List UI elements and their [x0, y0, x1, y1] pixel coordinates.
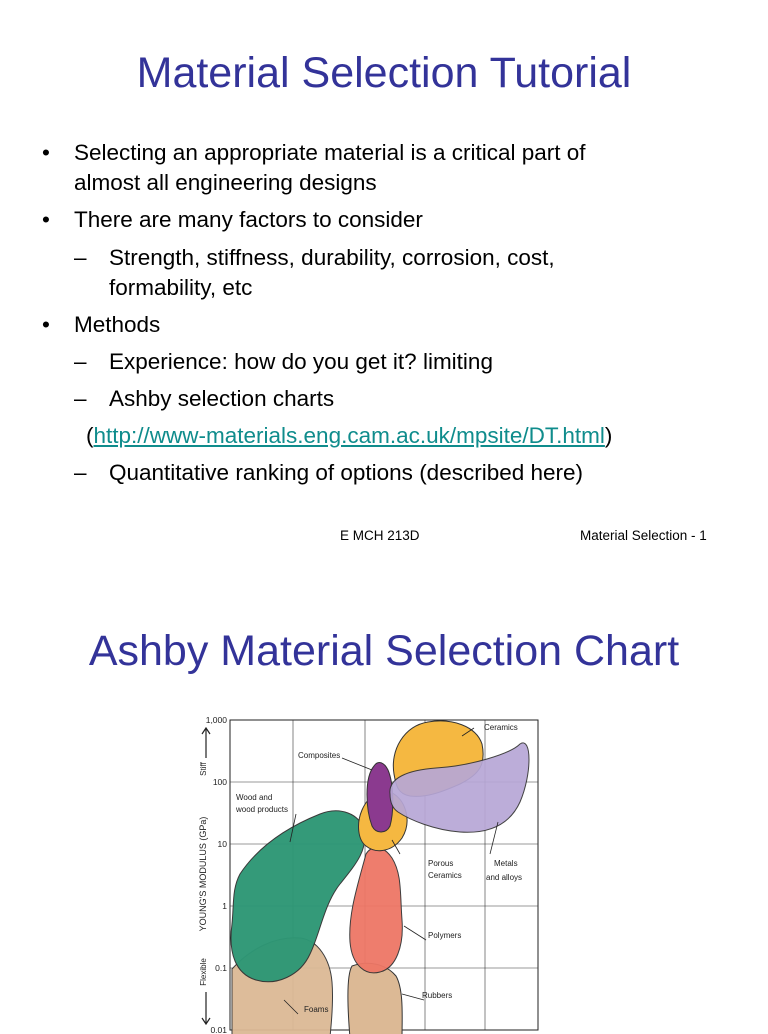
- ashby-chart: [180, 714, 550, 1034]
- sub-bullet-text: Quantitative ranking of options (described here): [109, 460, 584, 485]
- footer-course: E MCH 213D: [340, 528, 420, 543]
- flexible-label: Flexible: [199, 958, 208, 986]
- y-tick-label: 10: [217, 839, 227, 849]
- y-tick-label: 0.01: [210, 1025, 227, 1034]
- bullet-text: almost all engineering designs: [74, 170, 377, 195]
- bullet-marker: •: [42, 207, 50, 232]
- bullet-text: There are many factors to consider: [74, 207, 423, 232]
- dash-marker: –: [74, 245, 87, 270]
- url-line: [86, 421, 612, 451]
- bullet-marker: •: [42, 140, 50, 165]
- ashby-chart-link[interactable]: http://www-materials.eng.cam.ac.uk/mpsite/DT.html: [93, 423, 605, 448]
- bullet-text: Methods: [74, 312, 161, 337]
- y-tick-label: 100: [212, 777, 227, 787]
- flexible-arrow-icon: [202, 992, 210, 1024]
- label-polymers: Polymers: [428, 931, 462, 940]
- label-porous-line1: Porous: [428, 859, 454, 868]
- slide-title: Material Selection Tutorial: [136, 49, 632, 97]
- y-tick-label: 1,000: [205, 715, 227, 725]
- region-composites: [367, 763, 393, 832]
- y-tick-label: 0.1: [215, 963, 227, 973]
- footer-page-label: Material Selection - 1: [580, 528, 707, 543]
- dash-marker: –: [74, 460, 87, 485]
- label-wood-line2: wood products: [236, 805, 289, 814]
- label-porous-line2: Ceramics: [428, 871, 462, 880]
- bullet-marker: •: [42, 312, 50, 337]
- label-composites: Composites: [298, 751, 341, 760]
- sub-bullet-text: Strength, stiffness, durability, corrosion, cost,: [109, 245, 555, 270]
- sub-bullet-text: formability, etc: [109, 275, 253, 300]
- label-wood-line1: Wood and: [236, 793, 273, 802]
- label-metals-line1: Metals: [494, 859, 518, 868]
- y-axis-label: YOUNG'S MODULUS (GPa): [198, 816, 208, 932]
- stiff-label: Stiff: [199, 762, 208, 776]
- bullet-text: Selecting an appropriate material is a critical part of: [74, 140, 586, 165]
- region-rubbers: [348, 963, 402, 1034]
- url-open-paren: (: [86, 423, 94, 448]
- y-tick-labels: [206, 715, 228, 1034]
- dash-marker: –: [74, 386, 87, 411]
- slide-2: [0, 576, 768, 1034]
- label-rubbers: Rubbers: [422, 991, 453, 1000]
- label-metals-line2: and alloys: [486, 873, 523, 882]
- dash-marker: –: [74, 349, 87, 374]
- sub-bullet-text: Experience: how do you get it? limiting: [109, 349, 493, 374]
- label-foams: Foams: [304, 1005, 329, 1014]
- sub-bullet-text: Ashby selection charts: [109, 386, 335, 411]
- stiff-arrow-icon: [202, 728, 210, 758]
- y-tick-label: 1: [222, 901, 227, 911]
- slide-title: Ashby Material Selection Chart: [88, 627, 680, 675]
- label-ceramics: Ceramics: [484, 723, 518, 732]
- url-close-paren: ): [604, 423, 613, 448]
